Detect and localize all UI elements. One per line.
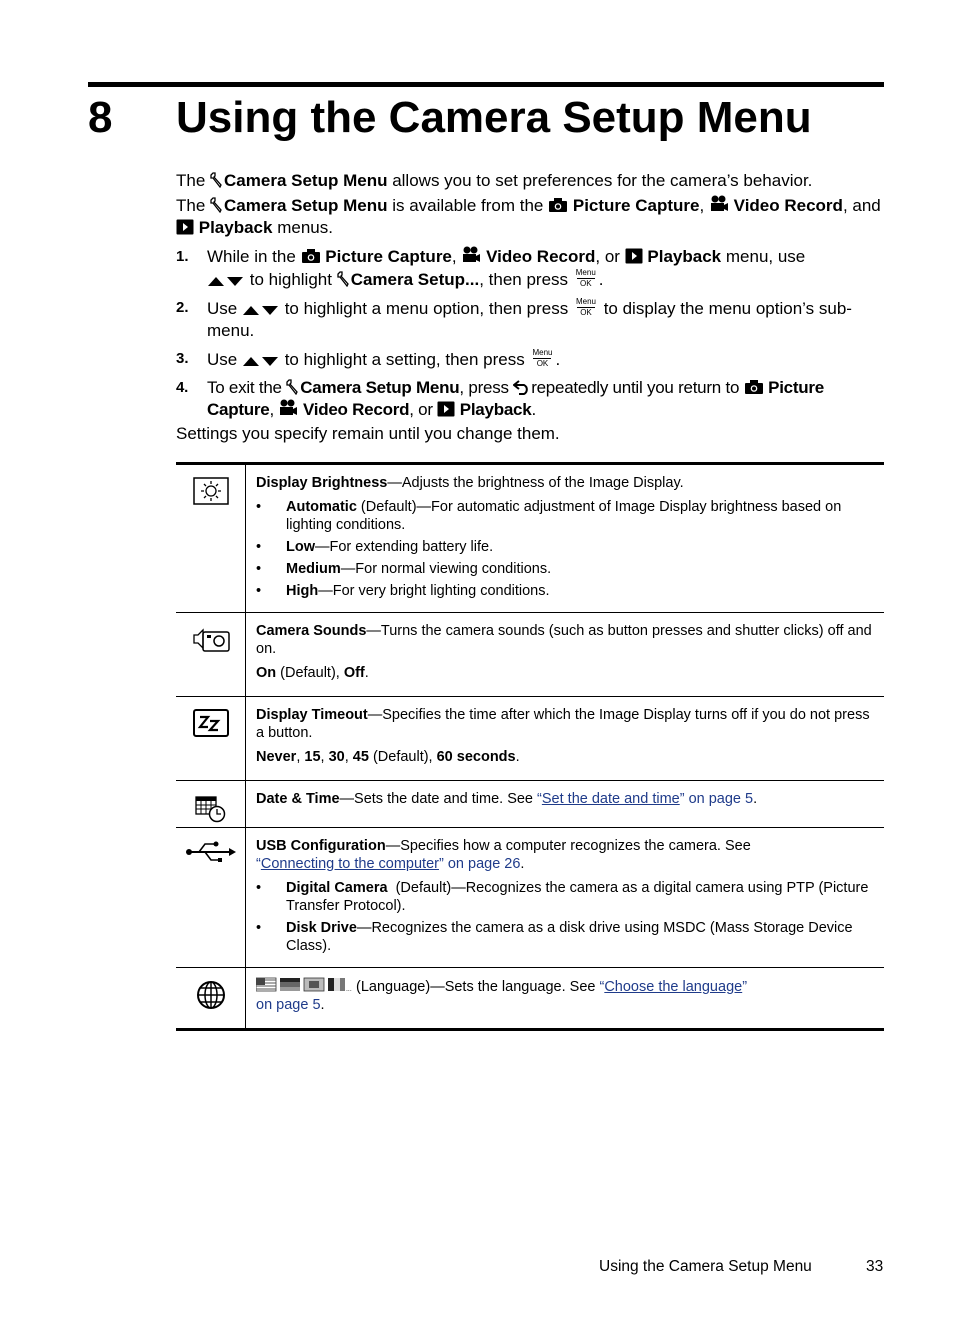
text: To exit the xyxy=(207,378,282,397)
table-row xyxy=(176,464,884,613)
text: to display the menu option’s sub-menu. xyxy=(207,299,852,340)
back-arrow-icon xyxy=(513,379,531,395)
list-item xyxy=(256,582,876,600)
video-record-label: Video Record xyxy=(302,400,410,419)
text: allows you to set preferences for the camera’s behavior. xyxy=(392,171,813,190)
value-never: Never xyxy=(256,749,297,765)
text: to highlight a setting, then press xyxy=(284,350,525,369)
option-title: USB Configuration xyxy=(256,838,386,854)
text: , or xyxy=(409,400,433,419)
setting-desc: —For normal viewing conditions. xyxy=(340,561,552,577)
wrench-icon xyxy=(337,271,351,287)
svg-text:...: ... xyxy=(346,986,352,993)
description-cell xyxy=(246,464,885,613)
text: repeatedly until you return to xyxy=(531,378,740,397)
ok-label: OK xyxy=(536,359,549,368)
option-title: Date & Time xyxy=(256,791,340,807)
text: , xyxy=(269,400,274,419)
description-cell xyxy=(246,613,885,697)
text: , xyxy=(451,247,457,266)
setting-name: Digital Camera xyxy=(286,880,388,896)
setting-name: Automatic xyxy=(286,499,357,515)
video-camera-icon xyxy=(278,399,298,417)
closing-paragraph: Settings you specify remain until you change them. xyxy=(176,424,560,443)
value-45: 45 xyxy=(352,749,369,765)
icon-cell xyxy=(176,464,246,613)
text: . xyxy=(520,856,525,872)
option-description xyxy=(256,474,876,492)
setting-name: High xyxy=(286,583,319,599)
settings-list xyxy=(256,498,876,600)
text: menu, use xyxy=(725,247,806,266)
up-down-arrows-icon xyxy=(207,275,245,287)
text: —Adjusts the brightness of the Image Display. xyxy=(387,475,684,491)
menu-label: Menu xyxy=(575,297,596,306)
chapter-rule xyxy=(88,82,884,87)
text: . xyxy=(531,400,536,419)
text: menus. xyxy=(277,218,333,237)
icon-cell xyxy=(176,781,246,828)
camera-sounds-icon xyxy=(191,625,231,653)
playback-label: Playback xyxy=(198,218,273,237)
camera-setup-menu-label: Camera Setup Menu xyxy=(300,378,460,397)
quote: “ xyxy=(256,856,261,872)
language-flags-icon xyxy=(256,977,352,993)
link-text: Set the date and time xyxy=(541,791,680,807)
page-number: 33 xyxy=(866,1258,884,1275)
globe-icon xyxy=(196,980,226,1010)
wrench-icon xyxy=(210,197,224,213)
playback-icon xyxy=(437,401,455,417)
setting-desc: —For extending battery life. xyxy=(315,539,494,555)
option-title: Camera Sounds xyxy=(256,623,367,639)
table-row xyxy=(176,968,884,1030)
table-row xyxy=(176,613,884,697)
quote: ” xyxy=(742,979,748,995)
set-date-time-link[interactable] xyxy=(537,791,753,807)
text: , xyxy=(699,196,705,215)
menu-ok-button-icon xyxy=(529,348,555,368)
intro-paragraph-1 xyxy=(176,170,884,192)
video-record-label: Video Record xyxy=(733,196,843,215)
camera-icon xyxy=(301,248,321,264)
step-number: 1. xyxy=(176,248,189,265)
camera-setup-label: Camera Setup... xyxy=(350,270,480,289)
value-off: Off xyxy=(343,665,365,681)
option-values xyxy=(256,664,876,682)
text: The xyxy=(176,171,206,190)
picture-capture-label: Picture Capture xyxy=(325,247,452,266)
separator: , xyxy=(296,749,305,765)
video-camera-icon xyxy=(461,246,481,264)
connecting-computer-link[interactable] xyxy=(256,856,520,872)
text: , and xyxy=(842,196,881,215)
menu-label: Menu xyxy=(532,348,553,357)
text: , press xyxy=(459,378,509,397)
video-record-label: Video Record xyxy=(486,247,596,266)
link-text: Connecting to the computer xyxy=(260,856,439,872)
video-camera-icon xyxy=(709,195,729,213)
text: . xyxy=(320,997,325,1013)
page-ref: on page 5 xyxy=(256,997,321,1013)
step-1 xyxy=(176,246,884,291)
setting-desc: —Recognizes the camera as a disk drive using MSDC (Mass Storage Device Class). xyxy=(286,920,853,954)
text: is available from the xyxy=(392,196,544,215)
wrench-icon xyxy=(286,379,300,395)
camera-setup-menu-label: Camera Setup Menu xyxy=(224,171,388,190)
text: (Default), xyxy=(276,665,344,681)
step-number: 2. xyxy=(176,299,189,316)
footer-title: Using the Camera Setup Menu xyxy=(599,1258,812,1275)
description-cell xyxy=(246,697,885,781)
step-4 xyxy=(176,377,884,421)
setup-options-table xyxy=(176,462,884,1031)
text: Use xyxy=(207,299,238,318)
text: to highlight a menu option, then press xyxy=(284,299,569,318)
up-down-arrows-icon xyxy=(242,355,280,367)
option-description xyxy=(256,706,876,742)
text: The xyxy=(176,196,206,215)
ok-label: OK xyxy=(580,308,592,317)
up-down-arrows-icon xyxy=(242,304,280,316)
option-description xyxy=(256,790,876,808)
list-item xyxy=(256,919,876,955)
text: (Default), xyxy=(368,749,437,765)
text: . xyxy=(753,791,758,807)
text: —Specifies how a computer recognizes the camera. See xyxy=(385,838,751,854)
value-60: 60 seconds xyxy=(436,749,516,765)
icon-cell xyxy=(176,613,246,697)
text: Use xyxy=(207,350,238,369)
setting-desc: (Default)—Recognizes the camera as a digital camera using PTP (Picture Transfer Protocol). xyxy=(286,880,873,914)
playback-label: Playback xyxy=(459,400,532,419)
icon-cell xyxy=(176,697,246,781)
separator: , xyxy=(320,749,329,765)
option-description xyxy=(256,622,876,658)
text: —Sets the date and time. See xyxy=(339,791,538,807)
playback-icon xyxy=(625,248,643,264)
playback-icon xyxy=(176,219,194,235)
setting-desc: (Default)—For automatic adjustment of Image Display brightness based on lighting conditions. xyxy=(286,499,842,533)
link-text: Choose the language xyxy=(604,979,743,995)
text: —Turns the camera sounds (such as button presses and shutter clicks) off and on. xyxy=(256,623,872,657)
intro-paragraph-2 xyxy=(176,195,884,239)
list-item xyxy=(256,498,876,534)
list-item xyxy=(256,560,876,578)
text: , or xyxy=(595,247,620,266)
list-item xyxy=(256,879,876,915)
chapter-number: 8 xyxy=(88,93,113,142)
steps-list xyxy=(176,246,884,427)
camera-icon xyxy=(548,197,568,213)
display-timeout-icon xyxy=(193,709,229,737)
step-number: 4. xyxy=(176,379,189,396)
value-30: 30 xyxy=(328,749,345,765)
icon-cell xyxy=(176,828,246,968)
display-brightness-icon xyxy=(193,477,229,505)
playback-label: Playback xyxy=(647,247,722,266)
quote: “ xyxy=(537,791,542,807)
page-ref: ” on page 5 xyxy=(679,791,754,807)
picture-capture-label: Picture Capture xyxy=(207,378,825,419)
icon-cell xyxy=(176,968,246,1030)
text: —Specifies the time after which the Image Display turns off if you do not press a button. xyxy=(256,707,870,741)
picture-capture-label: Picture Capture xyxy=(572,196,700,215)
option-values xyxy=(256,748,876,766)
description-cell xyxy=(246,781,885,828)
table-row xyxy=(176,697,884,781)
table-row xyxy=(176,781,884,828)
text: (Language)—Sets the language. See xyxy=(352,979,600,995)
menu-ok-button-icon xyxy=(573,297,599,317)
settings-list xyxy=(256,879,876,955)
page-ref: ” on page 26 xyxy=(438,856,521,872)
setting-name: Low xyxy=(286,539,315,555)
chapter-title: Using the Camera Setup Menu xyxy=(176,93,812,142)
table-row xyxy=(176,828,884,968)
setting-desc: —For very bright lighting conditions. xyxy=(318,583,550,599)
text: . xyxy=(515,749,520,765)
step-2 xyxy=(176,297,884,342)
text: While in the xyxy=(207,247,296,266)
text: . xyxy=(598,270,604,289)
step-number: 3. xyxy=(176,350,189,367)
menu-label: Menu xyxy=(575,268,596,277)
separator: , xyxy=(344,749,353,765)
option-title: Display Timeout xyxy=(256,707,368,723)
option-description xyxy=(256,977,876,1014)
ok-label: OK xyxy=(579,279,592,288)
setting-name: Disk Drive xyxy=(286,920,357,936)
text: . xyxy=(555,350,561,369)
text: , then press xyxy=(479,270,569,289)
value-15: 15 xyxy=(304,749,321,765)
description-cell xyxy=(246,828,885,968)
wrench-icon xyxy=(210,172,224,188)
text: . xyxy=(364,665,369,681)
quote: “ xyxy=(599,979,605,995)
usb-icon xyxy=(185,840,237,864)
camera-setup-menu-label: Camera Setup Menu xyxy=(224,196,388,215)
menu-ok-button-icon xyxy=(573,268,599,288)
date-time-icon xyxy=(194,793,228,823)
step-3 xyxy=(176,348,884,371)
value-on: On xyxy=(256,665,277,681)
setting-name: Medium xyxy=(286,561,341,577)
option-description xyxy=(256,837,876,873)
option-title: Display Brightness xyxy=(256,475,388,491)
camera-icon xyxy=(744,379,764,395)
list-item xyxy=(256,538,876,556)
text: to highlight xyxy=(249,270,332,289)
description-cell xyxy=(246,968,885,1030)
